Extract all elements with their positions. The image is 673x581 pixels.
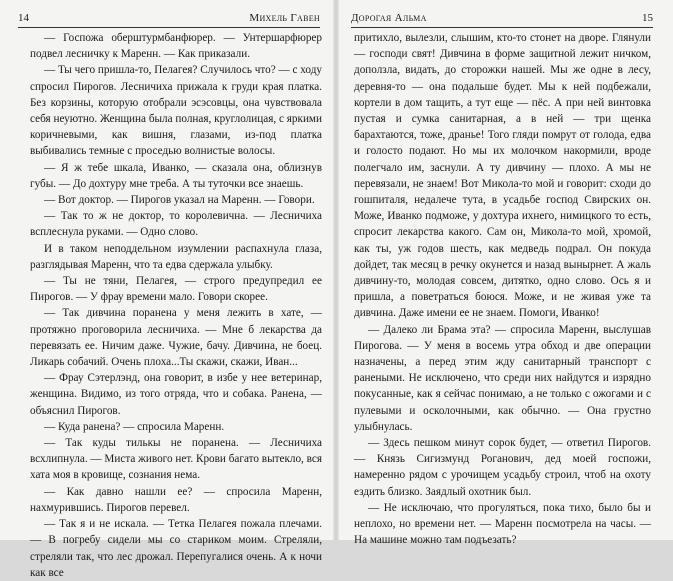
paragraph: — Ты не тяни, Пелагея, — строго предупредил ее Пирогов. — У фрау времени мало. Говори скорее. [30,275,322,304]
running-head: Дорогая Альма [351,12,427,24]
paragraph: — Так куды тилькы не поранена. — Лесничиха всхлипнула. — Миста живого нет. Крови багато вытекло, вся хата моя в кровище, сознания нема. [30,437,322,482]
paragraph: — Фрау Сэтерлэнд, она говорит, в избе у нее ветеринар, женщина. Видимо, из того отряда, что и собака. Ранена, — объяснил Пирогов. [30,372,322,417]
left-page [0,0,334,579]
paragraph: — Так то ж не доктор, то королевична. — Лесничиха всплеснула руками. — Одно слово. [30,210,322,239]
paragraph: — Я ж тебе шкала, Иванко, — сказала она, облизнув губы. — До дохтуру мне треба. А ты туточки все знаешь. [30,161,322,190]
paragraph: — Куда ранена? — спросила Маренн. [44,420,225,433]
paragraph: — Так дивчина поранена у меня лежить в хате, — протяжно проговорила лесничиха. — Мне б лекарства да перевязать ее. Ничим даже. Чужие, бачу. Дивчина, не боец. Ликарь собачий. Очень плоха...Ты скажи, скажи, Иван... [30,307,322,369]
paragraph: — Вот доктор. — Пирогов указал на Маренн. — Говори. [44,194,315,207]
running-head: Михель Гавен [249,12,320,24]
left-page-header [18,12,320,28]
paragraph: — Госпожа оберштурмбанфюрер. — Унтершарфюрер подвел лесничку к Маренн. — Как приказали. [30,32,322,61]
paragraph: притихло, вылезли, слышим, кто-то стонет на дворе. Глянули — господи свят! Дивчина в форме защитной лежит ничком, доползла, видать, до сторожки нашей. Мы же одне в лесу, деревня-то — она подальше будет. Мы к ней подбежали, кортели в дом тащить, а тут еще — пёс. А при ней винтовка пустая и сумка санитарная, а в ней — три щенка барахтаются, тоже, дранье! Того гляди помрут от голода, едва и голосто подают. Но мы их молочком накормили, вроде полегчало им, заснули. А ту дивчину — плохо. А мы не перевязали, не знаем! Вот Микола-то мой и говорит: сходи до гошпиталя, недалече тута, в усадьбе господ Свирских он. Може, Иванко подможе, у дохтура ихнего, нимицкого то есть, спросит лекарства какого. Сам он, Микола-то мой, хромой, как ты, уж годов шесть, как медведь подрал. Он покуда дойдет, так месяц в речку окунется и назад вынырнет. А жаль дивчину-то, молодая совсем, дитятко, одно слово. Ось я и пришла, а поветраться боюся. Може, и не живая уже та дивчина. Даже имени ее не знаем. Помоги, Иванко! [354,32,651,320]
left-page-text [30,30,322,581]
paragraph: И в таком неподдельном изумлении распахнула глаза, разглядывая Маренн, что та едва сдержала улыбку. [30,242,322,271]
page-number: 14 [18,12,29,24]
right-page [339,0,673,547]
right-page-text [354,30,651,549]
right-page-header [351,12,653,28]
paragraph: — Так я и не искала. — Тетка Пелагея пожала плечами. — В погребу сидели мы со стариком моим. Стреляли, стреляли так, что лес дрожал. Перепугалися очень. А к ночи как все [30,518,322,579]
paragraph: — Здесь пешком минут сорок будет, — ответил Пирогов. — Князь Сигизмунд Роганович, дед моей госпожи, намеренно рядом с урочищем усадьбу строил, чтоб на охоту ездить близко. Заядлый охотник был. [354,437,651,498]
paragraph: — Далеко ли Брама эта? — спросила Маренн, выслушав Пирогова. — У меня в восемь утра обход и две операции назначены, а перед этим жду санитарный транспорт с ранеными. Не исключено, что среди них найдутся и изрядно покусанные, как я сейчас понимаю, а не только с ожогами и с пулевыми и осколочными, как обычно. — Она грустно улыбнулась. [354,323,651,433]
page-number: 15 [642,12,653,24]
paragraph: — Как давно нашли ее? — спросила Маренн, нахмурившись. Пирогов перевел. [30,485,322,514]
paragraph: — Не исключаю, что прогуляться, пока тихо, было бы и неплохо, но времени нет. — Маренн посмотрела на часы. — На машине можно там подъезать? [354,501,651,547]
paragraph: — Ты чего пришла-то, Пелагея? Случилось что? — с ходу спросил Пирогов. Лесничиха прижала к груди края платка. Без корзины, которую отобрали эсэсовцы, она чувствовала себя неуютно. Женщина была полная, круглолицая, с яркими коричневыми, как вишня, глазами, из-под платка выбивались темные с проседью волнистые волосы. [30,64,322,158]
